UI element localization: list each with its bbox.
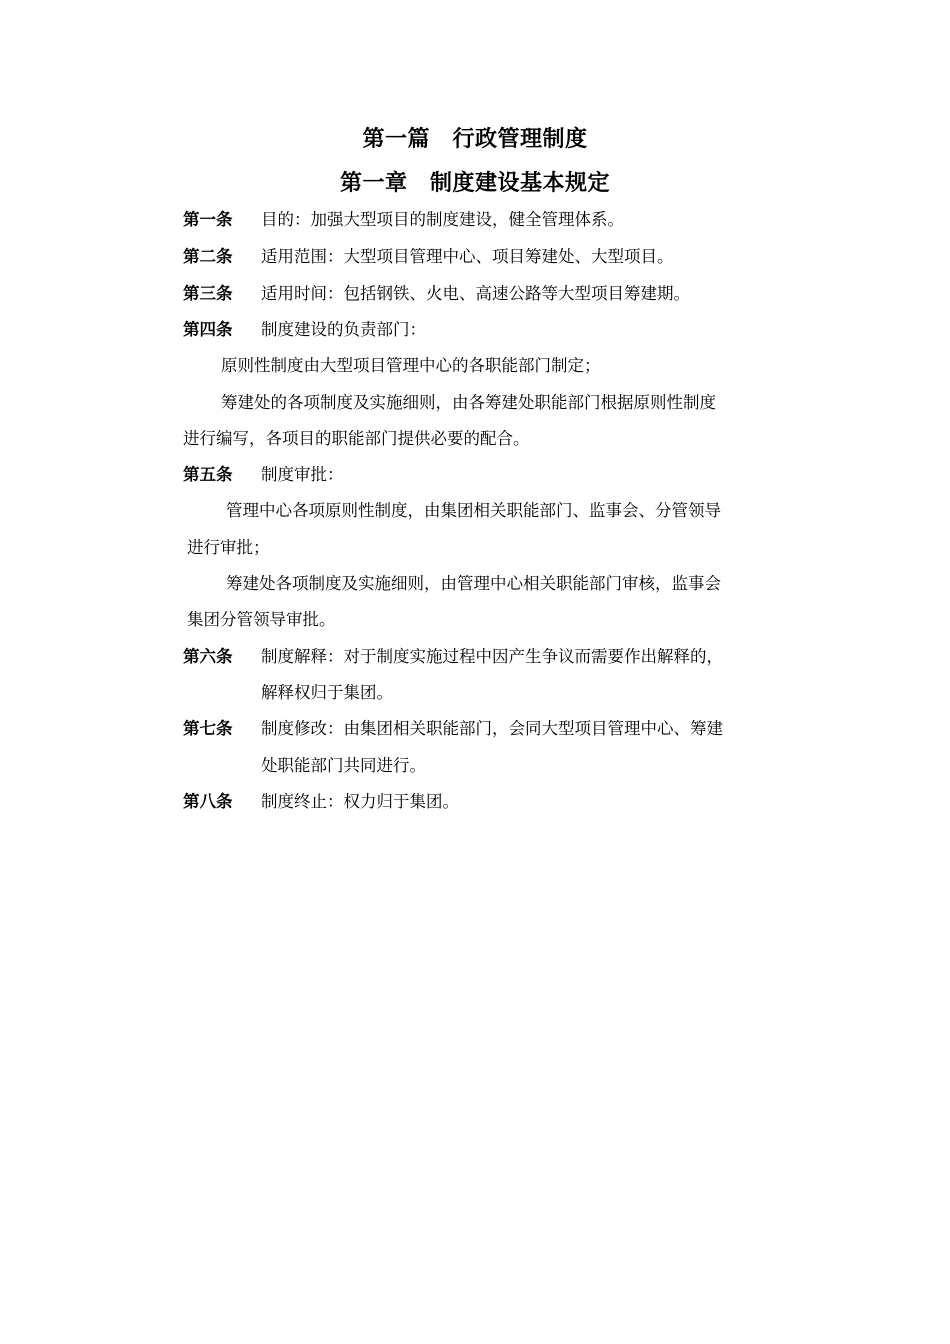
article-label: 第七条 [183,719,233,738]
article-4-paragraph-1: 原则性制度由大型项目管理中心的各职能部门制定； [221,356,601,375]
article-4 [183,318,808,342]
article-2 [183,245,808,269]
article-1 [183,208,808,232]
article-5-paragraph-2-line-2: 集团分管领导审批。 [187,610,336,629]
article-label: 第八条 [183,792,233,811]
article-text: 制度审批： [261,465,344,484]
article-4-paragraph-2-line-1: 筹建处的各项制度及实施细则，由各筹建处职能部门根据原则性制度 [221,393,716,412]
article-6-line-2: 解释权归于集团。 [261,683,393,702]
chapter-title: 第一章 制度建设基本规定 [339,171,610,196]
article-5-paragraph-1-line-2: 进行审批； [187,538,270,557]
article-8 [183,790,808,814]
article-7 [183,717,808,741]
article-label: 第六条 [183,647,233,666]
article-text: 制度终止：权力归于集团。 [261,792,459,811]
article-text: 制度修改：由集团相关职能部门，会同大型项目管理中心、筹建 [261,719,723,738]
part-title: 第一篇 行政管理制度 [362,127,588,152]
article-text: 制度解释：对于制度实施过程中因产生争议而需要作出解释的， [261,647,723,666]
article-text: 适用时间：包括钢铁、火电、高速公路等大型项目筹建期。 [261,284,690,303]
article-text: 制度建设的负责部门： [261,320,426,339]
article-text: 适用范围：大型项目管理中心、项目筹建处、大型项目。 [261,247,674,266]
article-3 [183,282,808,306]
article-5 [183,463,808,487]
article-5-paragraph-2-line-1: 筹建处各项制度及实施细则，由管理中心相关职能部门审核，监事会 [226,574,721,593]
article-6 [183,645,808,669]
article-label: 第五条 [183,465,233,484]
article-7-line-2: 处职能部门共同进行。 [261,756,426,775]
article-label: 第一条 [183,210,233,229]
article-5-paragraph-1-line-1: 管理中心各项原则性制度，由集团相关职能部门、监事会、分管领导 [226,501,721,520]
article-4-paragraph-2-line-2: 进行编写，各项目的职能部门提供必要的配合。 [183,429,530,448]
article-label: 第二条 [183,247,233,266]
article-label: 第三条 [183,284,233,303]
article-text: 目的：加强大型项目的制度建设，健全管理体系。 [261,210,624,229]
article-label: 第四条 [183,320,233,339]
